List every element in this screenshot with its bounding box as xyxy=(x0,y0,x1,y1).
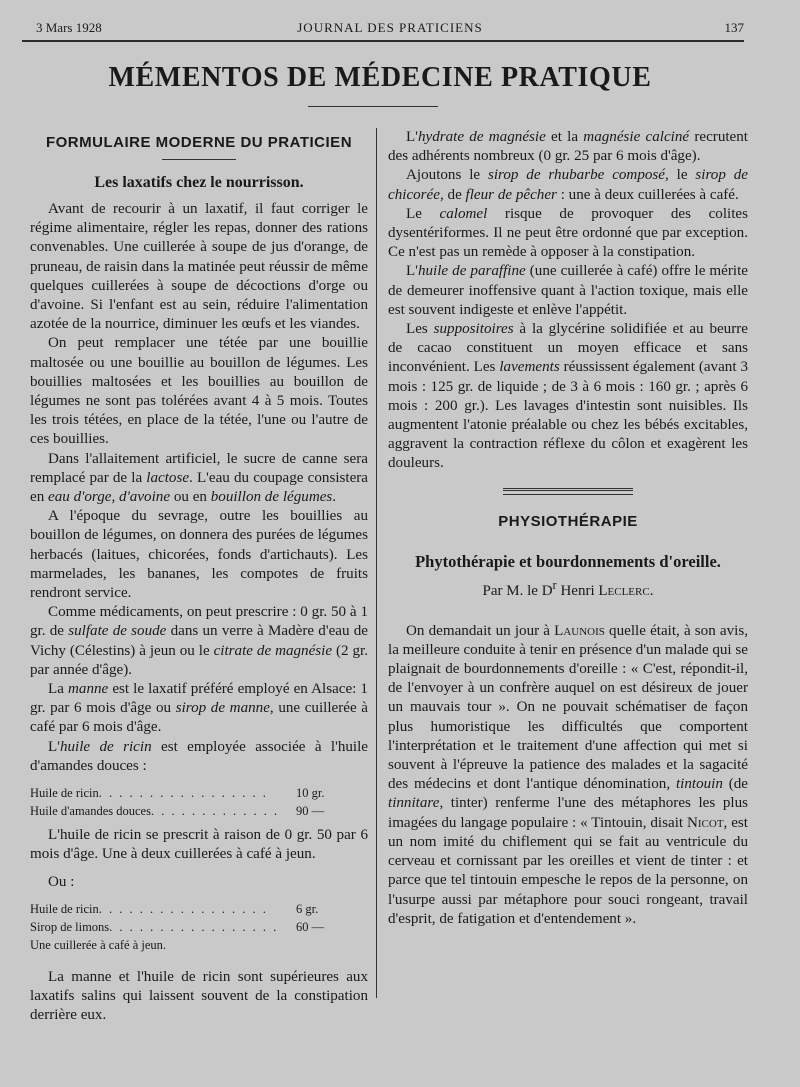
page-title: MÉMENTOS DE MÉDECINE PRATIQUE xyxy=(108,62,652,93)
recipe-note: Une cuillerée à café à jeun. xyxy=(30,937,167,952)
recipe-list-1 xyxy=(30,784,368,820)
paragraph: Avant de recourir à un laxatif, il faut corriger le régime alimentaire, régler les repas, donner des rations convenables. Une cuillerée à soupe de jus d'orange, de pruneau, de raisin dans la matinée peut réussir de même quelques cuillerées à soupe de décoctions d'orge ou d'avoine. Si l'enfant est au sein, réduire l'alimentation azotée de la nourrice, diminuer les œufs et les viandes. xyxy=(30,201,368,333)
subsection-title-laxatifs: Les laxatifs chez le nourrisson. xyxy=(94,174,304,191)
right-column xyxy=(388,128,748,929)
section-rule xyxy=(503,494,633,495)
section-double-rule xyxy=(503,488,633,491)
paragraph: A l'époque du sevrage, outre les bouillies au bouillon de légumes, on donnera des purées de légumes herbacés (laitues, chicorées, fonds d'artichauts). Les marmelades, les bananes, les compotes de fruits rendront service. xyxy=(30,508,368,602)
recipe-line: Sirop de limons . . . . . . . . . . . . . . . . . 60 — xyxy=(30,919,325,934)
article-title: Phytothérapie et bourdonnements d'oreille. xyxy=(415,551,721,571)
section-title-formulaire: FORMULAIRE MODERNE DU PRATICIEN xyxy=(45,134,353,151)
issue-date: 3 Mars 1928 xyxy=(36,20,102,35)
paragraph: Dans l'allaitement artificiel, le sucre de canne sera remplacé par de la lactose. L'eau du coupage consistera en eau d'orge, d'avoine ou en bouillon de légumes. xyxy=(30,450,368,506)
recipe-list-2 xyxy=(30,900,368,954)
left-column xyxy=(30,132,368,1025)
paragraph: L'hydrate de magnésie et la magnésie calciné recrutent des adhérents nombreux (0 gr. 25 par 6 mois d'âge). xyxy=(388,129,748,165)
paragraph: Les suppositoires à la glycérine solidifiée et au beurre de cacao constituent un moyen efficace et sans inconvénient. Les lavements réussissent également (avant 3 mois : 125 gr. de liquide ; de 3 à 6 mois : 160 gr. ; après 6 mois : 200 gr.). Les lavages d'intestin sont nuisibles. Ils augmentent l'atonie préalable ou chez les bébés excitables, aggravent la contraction réflexe du côlon et exagèrent les douleurs. xyxy=(388,321,748,472)
paragraph: Le calomel risque de provoquer des colites dysentériformes. Il ne peut être ordonné que par exception. Ce n'est pas un remède à opposer à la constipation. xyxy=(388,205,748,261)
paragraph: L'huile de ricin est employée associée à l'huile d'amandes douces : xyxy=(30,738,369,774)
paragraph: Ajoutons le sirop de rhubarbe composé, le sirop de chicorée, de fleur de pêcher : une à deux cuillerées à café. xyxy=(388,167,749,203)
recipe-line: Huile d'amandes douces . . . . . . . . . . . . . 90 — xyxy=(30,804,325,819)
header-rule xyxy=(22,40,744,42)
title-rule xyxy=(308,106,438,107)
journal-name: JOURNAL DES PRATICIENS xyxy=(297,20,483,35)
column-divider xyxy=(376,128,377,998)
paragraph: L'huile de ricin se prescrit à raison de 0 gr. 50 par 6 mois d'âge. Une à deux cuillerées à café à jeun. xyxy=(30,827,368,863)
byline: Par M. le $D^r$ Henri Leclerc. xyxy=(482,577,654,599)
paragraph-ou: Ou : xyxy=(48,873,75,890)
paragraph: Comme médicaments, on peut prescrire : 0 gr. 50 à 1 gr. de sulfate de soude dans un verre à Madère d'eau de Vichy (Célestins) à jeun ou le citrate de magnésie (2 gr. par année d'âge). xyxy=(30,604,369,678)
recipe-line: Huile de ricin . . . . . . . . . . . . . . . . . 6 gr. xyxy=(30,901,319,916)
page-number: 137 xyxy=(724,20,744,35)
running-head xyxy=(36,20,744,40)
section-rule xyxy=(162,159,236,160)
paragraph: On peut remplacer une tétée par une bouillie maltosée ou une bouillie au bouillon de légumes. Les bouillies maltosées et les bouillies au bouillon de légumes ne sont pas tolérées avant 4 à 5 mois. Toutes les trois tétées, en place de la tétée, l'une ou l'autre de ces bouillies. xyxy=(30,335,368,448)
recipe-line: Huile de ricin . . . . . . . . . . . . . . . . . 10 gr. xyxy=(30,786,325,801)
paragraph: On demandait un jour à Launois quelle était, à son avis, la meilleure conduite à tenir en présence d'un malade qui se plaignait de bourdonnements d'oreille : « C'est, répondit-il, de l'envoyer à un confrère auquel on est désireux de jouer un mauvais tour ». On ne pouvait schématiser de façon plus humoristique les difficultés que comportent l'interprétation et le traitement d'une affection qui met si souvent à l'épreuve la patience des malades et la sagacité des médecins et dont l'antique dénomination, tintouin (de tinnitare, tinter) renferme l'une des métaphores les plus imagées du langage populaire : « Tintouin, disait Nicot, est un nom imité du chiflement qui se fait au ventricule du cerveau et cornissant par les oreilles et vient de tinter : et parce que tel tintouin empesche le repos de la personne, on l'usurpe aussi par métaphore pour souci rongeant, travail d'esprit, de fatigation et d'entendement ». xyxy=(388,622,749,927)
section-title-physiotherapie: PHYSIOTHÉRAPIE xyxy=(498,512,638,530)
paragraph: La manne et l'huile de ricin sont supérieures aux laxatifs salins qui laissent souvent de la constipation derrière eux. xyxy=(30,968,368,1024)
paragraph: L'huile de paraffine (une cuillerée à café) offre le mérite de demeurer inoffensive quant à l'action toxique, mais elle est souvent indigeste et enlève l'appétit. xyxy=(388,263,748,318)
paragraph: La manne est le laxatif préféré employé en Alsace: 1 gr. par 6 mois d'âge ou sirop de manne, une cuillerée à café par 6 mois d'âge. xyxy=(30,681,368,736)
